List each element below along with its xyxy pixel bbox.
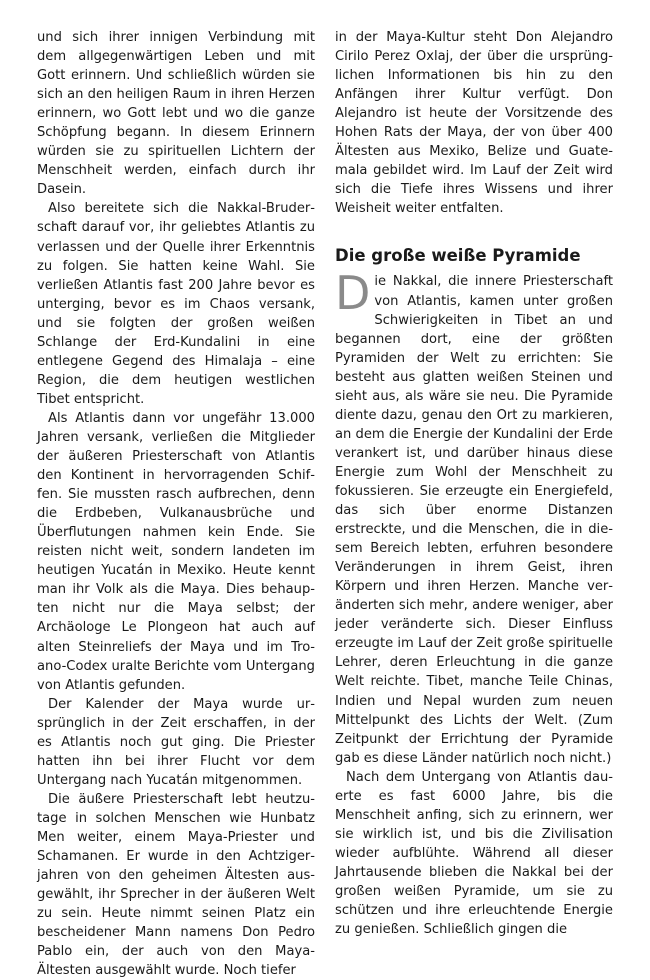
paragraph: Nach dem Untergang von Atlantis dauerte es fast 6000 Jahre, bis die Menschheit anfing, sich zu erinnern, wer sie wirklich ist, und bis die Zivilisation wieder aufblühte. Während all dieser Jahrtausende blieben die Nakkal bei der großen weißen Pyramide, um sie zu schützen und ihre erleuchtende Energie zu genießen. Schließlich gingen die bbox=[335, 769, 613, 938]
paragraph: in der Maya-Kultur steht Don Alejandro Cirilo Perez Oxlaj, der über die ursprünglichen Informationen bis hin zu den Anfängen ihrer Kultur verfügt. Don Alejandro ist heute der Vorsitzende des Hohen Rats der Maya, der von über 400 Ältesten aus Mexiko, Belize und Guatemala gebildet wird. Im Lauf der Zeit wird sich die Tiefe ihres Wissens und ihrer Weisheit weiter entfalten. bbox=[335, 30, 613, 217]
paragraph: Der Kalender der Maya wurde ursprünglich in der Zeit erschaffen, in der es Atlantis noch gut ging. Die Priester hatten ihn bei ihrer Flucht vor dem Untergang nach Yucatán mitgenommen. bbox=[37, 696, 315, 788]
right-column bbox=[335, 28, 613, 939]
section-heading: Die große weiße Pyramide bbox=[335, 246, 581, 266]
paragraph: und sich ihrer innigen Verbindung mit dem allgegenwärtigen Leben und mit Gott erinnern. Und schließlich würden sie sich an den heiligen Raum in ihren Herzen erinnern, wo Gott lebt und wo die ganze Schöpfung begann. In diesem Erinnern würden sie zu spirituellen Lichtern der Menschheit werden, einfach durch ihr Dasein. bbox=[37, 30, 315, 198]
left-column bbox=[37, 28, 315, 980]
paragraph: Also bereitete sich die Nakkal-Bruderschaft darauf vor, ihr geliebtes Atlantis zu verlassen und der Quelle ihrer Erkenntnis zu folgen. Sie hatten keine Wahl. Sie verließen Atlantis fast 200 Jahre bevor es unterging, bevor es im Chaos versank, und sie folgten der großen weißen Schlange der Erd-Kundalini in eine entlegene Gegend des Himalaja – eine Region, die dem heutigen westlichen Tibet entspricht. bbox=[37, 201, 315, 407]
drop-cap: D bbox=[335, 266, 371, 321]
paragraph: Als Atlantis dann vor ungefähr 13.000 Jahren versank, verließen die Mitglieder der äußeren Priesterschaft von Atlantis den Kontinent in hervorragenden Schiffen. Sie mussten rasch aufbrechen, denn die Erdbeben, Vulkanausbrüche und Überflutungen nahmen kein Ende. Sie reisten nicht weit, sondern landeten im heutigen Yucatán in Mexiko. Heute kennt man ihr Volk als die Maya. Dies behaupten nicht nur die Maya selbst; der Archäologe Le Plongeon hat auch auf alten Steinreliefs der Maya und im Troano-Codex uralte Berichte vom Untergang von Atlantis gefunden. bbox=[37, 410, 315, 693]
paragraph-with-dropcap bbox=[335, 266, 613, 767]
paragraph-text: ie Nakkal, die innere Priesterschaft von Atlantis, kamen unter großen Schwierigkeiten in Tibet an und begannen dort, eine der größten Pyramiden der Welt zu errichten: Sie besteht aus glatten weißen Steinen und sieht aus, als wäre sie neu. Die Pyramide diente dazu, genau den Ort zu markieren, an dem die Energie der Kundalini der Erde verankert ist, und darüber hinaus diese Energie zum Wohl der Menschheit zu fokussieren. Sie erzeugte ein Energiefeld, das sich über enorme Distanzen erstreckte, und die Menschen, die in diesem Bereich lebten, erfuhren besondere Veränderungen in ihrem Geist, ihren Körpern und ihren Herzen. Manche veränderten sich mehr, andere weniger, aber jeder veränderte sich. Dieser Einfluss erzeugte im Lauf der Zeit große spirituelle Lehrer, deren Erleuchtung in die ganze Welt reichte. Tibet, manche Teile Chinas, Indien und Nepal wurden zum neuen Mittelpunkt des Lichts der Welt. (Zum Zeitpunkt der Errichtung der Pyramide gab es diese Länder natürlich noch nicht.) bbox=[335, 274, 613, 766]
paragraph: Die äußere Priesterschaft lebt heutzutage in solchen Menschen wie Hunbatz Men weiter, einem Maya-Priester und Schamanen. Er wurde in den Achtzigerjahren von den geheimen Ältesten ausgewählt, ihr Sprecher in der äußeren Welt zu sein. Heute nimmt seinen Platz ein bescheidener Mann namens Don Pedro Pablo ein, der auch von den Maya-Ältesten ausgewählt wurde. Noch tiefer bbox=[37, 791, 315, 979]
book-page bbox=[37, 28, 613, 979]
